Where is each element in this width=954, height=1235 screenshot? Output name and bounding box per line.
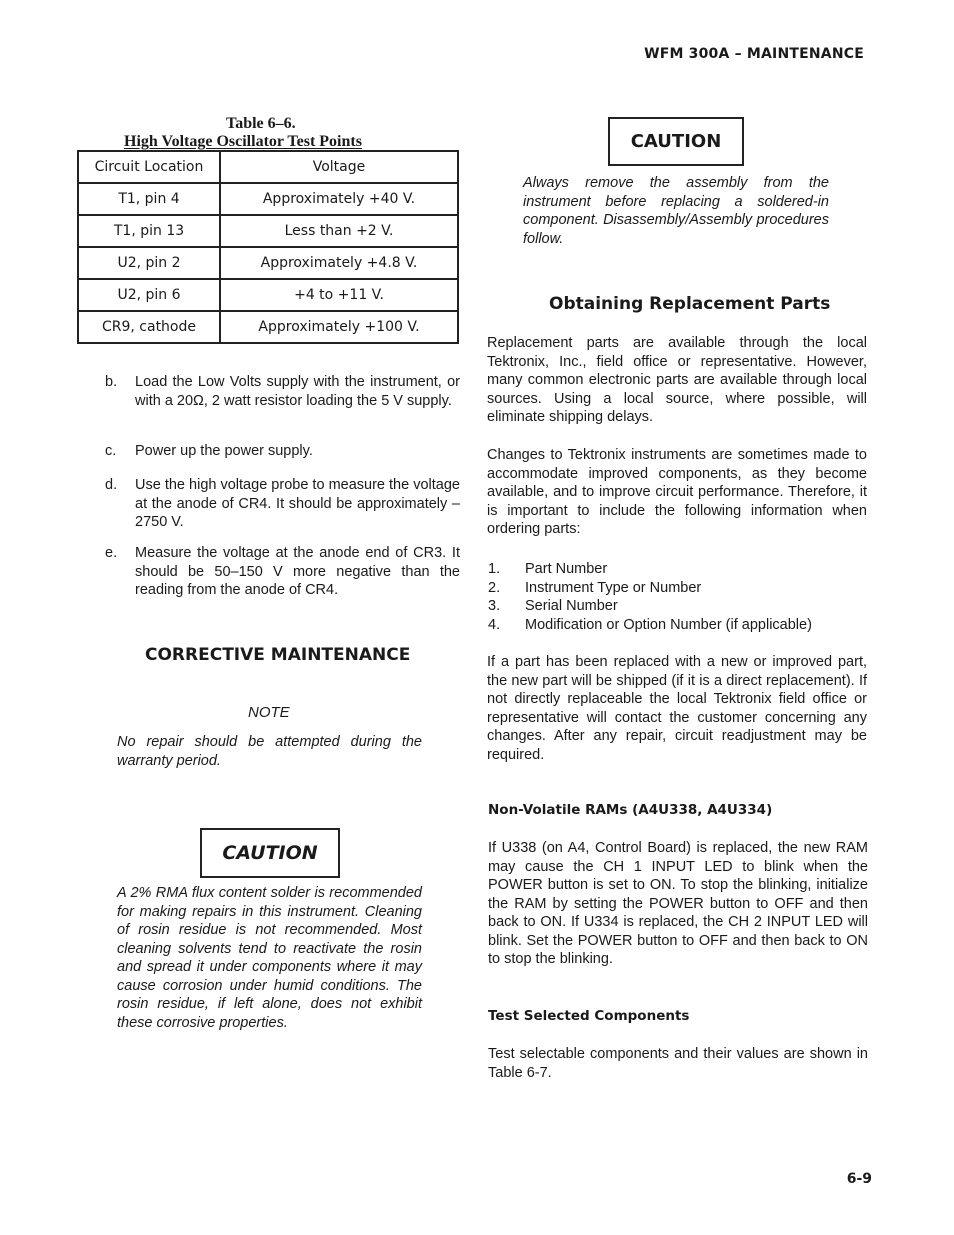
- step-marker: b.: [105, 374, 118, 390]
- caution-label: CAUTION: [222, 842, 318, 864]
- step-marker: e.: [105, 545, 118, 561]
- table-caption-number: Table 6–6.: [226, 115, 296, 132]
- step-text: Load the Low Volts supply with the instrument, or with a 20Ω, 2 watt resistor loading the 5 V supply.: [135, 374, 460, 409]
- parts-paragraph-1: Replacement parts are available through the local Tektronix, Inc., field office or representative. However, many common electronic parts are available through local sources. Using a local source, where possible, will eliminate shipping delays.: [487, 335, 867, 425]
- table-cell: T1, pin 4: [78, 183, 220, 215]
- step-marker: d.: [105, 477, 118, 493]
- step-e: [105, 544, 460, 600]
- table-cell: Less than +2 V.: [220, 215, 458, 247]
- nvram-heading: Non-Volatile RAMs (A4U338, A4U334): [488, 802, 773, 818]
- replacement-parts-heading: Obtaining Replacement Parts: [549, 294, 831, 314]
- table-row: [78, 215, 458, 247]
- table-cell: Approximately +100 V.: [220, 311, 458, 343]
- step-marker: c.: [105, 443, 117, 459]
- caution-label: CAUTION: [630, 131, 722, 152]
- caution-text-left: A 2% RMA flux content solder is recommended for making repairs in this instrument. Cleaning of rosin residue is not recommended. Most cleaning solvents tend to reactivate the rosin and spread it under components where it may cause corrosion under humid conditions. The rosin residue, if left alone, does not exhibit these corrosive properties.: [117, 885, 422, 1031]
- table-cell: U2, pin 6: [78, 279, 220, 311]
- note-label: NOTE: [248, 704, 290, 721]
- nvram-text: If U338 (on A4, Control Board) is replaced, the new RAM may cause the CH 1 INPUT LED to blink when the POWER button is set to ON. To stop the blinking, initialize the RAM by setting the POWER button to OFF and then back to ON. If U334 is replaced, the CH 2 INPUT LED will blink. Set the POWER button to OFF and then back to ON to stop the blinking.: [488, 840, 868, 967]
- table-cell: CR9, cathode: [78, 311, 220, 343]
- step-text: Use the high voltage probe to measure the voltage at the anode of CR4. It should be approximately –2750 V.: [135, 477, 460, 530]
- step-d: [105, 476, 460, 532]
- running-header: WFM 300A – MAINTENANCE: [644, 46, 864, 62]
- table-caption-title: High Voltage Oscillator Test Points: [124, 133, 362, 150]
- page-number: 6-9: [846, 1171, 872, 1187]
- test-selected-text: Test selectable components and their values are shown in Table 6-7.: [488, 1046, 868, 1081]
- column-header: Voltage: [220, 151, 458, 183]
- table-header-row: [78, 151, 458, 183]
- table-cell: Approximately +40 V.: [220, 183, 458, 215]
- step-b: [105, 373, 460, 410]
- step-text: Power up the power supply.: [135, 443, 313, 459]
- table-cell: +4 to +11 V.: [220, 279, 458, 311]
- note-text: No repair should be attempted during the warranty period.: [117, 734, 422, 769]
- table-cell: T1, pin 13: [78, 215, 220, 247]
- table-row: [78, 311, 458, 343]
- parts-paragraph-3: If a part has been replaced with a new or improved part, the new part will be shipped (if it is a direct replacement). If not directly replaceable the local Tektronix field office or representative will contact the customer concerning any changes. After any repair, circuit readjustment may be required.: [487, 654, 867, 763]
- list-item: 2. Instrument Type or Number: [488, 579, 702, 596]
- step-c: [105, 442, 460, 461]
- parts-paragraph-2: Changes to Tektronix instruments are sometimes made to accommodate improved components, as they become available, and to improve circuit performance. Therefore, it is important to include the following information when ordering parts:: [487, 447, 867, 537]
- caution-text-right: Always remove the assembly from the instrument before replacing a soldered-in component. Disassembly/Assembly procedures follow.: [523, 175, 829, 247]
- column-header: Circuit Location: [78, 151, 220, 183]
- table-cell: U2, pin 2: [78, 247, 220, 279]
- caution-box-left: [200, 828, 340, 878]
- corrective-maintenance-heading: CORRECTIVE MAINTENANCE: [145, 645, 411, 665]
- table-row: [78, 183, 458, 215]
- caution-box-right: [608, 117, 744, 166]
- table-row: [78, 247, 458, 279]
- table-row: [78, 279, 458, 311]
- test-points-table: [77, 150, 459, 344]
- step-text: Measure the voltage at the anode end of CR3. It should be 50–150 V more negative than the reading from the anode of CR4.: [135, 545, 460, 598]
- test-selected-heading: Test Selected Components: [488, 1008, 690, 1024]
- list-item: 3. Serial Number: [488, 598, 618, 614]
- list-item: 4. Modification or Option Number (if applicable): [488, 616, 812, 633]
- list-item: 1. Part Number: [488, 561, 608, 577]
- order-list: [488, 560, 868, 634]
- table-cell: Approximately +4.8 V.: [220, 247, 458, 279]
